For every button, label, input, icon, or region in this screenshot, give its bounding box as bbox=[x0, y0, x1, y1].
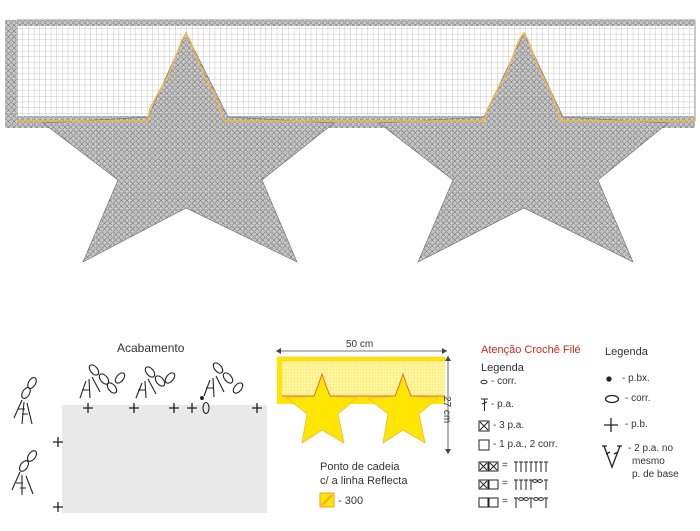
single-crochet-icon bbox=[604, 418, 618, 432]
filet-legend-item-3pa: - 3 p.a. bbox=[493, 420, 525, 431]
sample-left-border bbox=[277, 357, 282, 402]
filet-legend-item-corr: - corr. bbox=[491, 376, 517, 387]
equiv-sign-3: = bbox=[502, 496, 508, 507]
equiv-symbols-1 bbox=[514, 462, 548, 472]
double-crochet-icon bbox=[481, 399, 488, 411]
chain-note-code: - 300 bbox=[338, 495, 364, 507]
finishing-legend-item-pbx: - p.bx. bbox=[622, 373, 650, 384]
filled-block-icon bbox=[479, 421, 489, 431]
equiv-row-2 bbox=[479, 480, 498, 489]
width-label: 50 cm bbox=[346, 339, 374, 350]
left-filled-column bbox=[5, 20, 17, 121]
chain-stitch-icon bbox=[481, 380, 487, 383]
chain-note-line2: c/ a linha Reflecta bbox=[320, 475, 408, 487]
filet-chart bbox=[5, 20, 695, 262]
finishing-legend-item-corr: - corr. bbox=[625, 393, 651, 404]
mesh-grid-lines bbox=[17, 20, 695, 121]
finishing-title: Acabamento bbox=[117, 341, 185, 355]
equiv-sign-2: = bbox=[502, 478, 508, 489]
sample-net bbox=[277, 358, 445, 402]
slip-stitch-icon bbox=[607, 377, 611, 381]
chain-oval-icon bbox=[606, 396, 619, 403]
finishing-legend-icons bbox=[602, 377, 622, 467]
filet-legend-title: Legenda bbox=[481, 362, 524, 374]
sample-top-border bbox=[277, 357, 445, 361]
equiv-symbols-2 bbox=[514, 480, 548, 490]
equiv-row-1 bbox=[479, 462, 498, 471]
filet-attention: Atenção Crochê Filé bbox=[481, 344, 581, 356]
top-filled-row bbox=[5, 20, 695, 26]
equiv-symbols-3 bbox=[514, 498, 548, 508]
equiv-sign-1: = bbox=[502, 460, 508, 471]
height-label: 27 cm bbox=[441, 396, 452, 424]
finishing-sample-texture bbox=[62, 405, 267, 513]
filet-legend-item-mesh: - 1 p.a., 2 corr. bbox=[493, 439, 558, 450]
finishing-legend-cluster-line1: - 2 p.a. no bbox=[628, 443, 674, 454]
equiv-row-3 bbox=[479, 498, 498, 507]
dc-cluster-icon bbox=[602, 446, 622, 467]
finishing-legend-cluster-line2: mesmo bbox=[632, 456, 665, 467]
filet-legend-item-pa: - p.a. bbox=[491, 399, 514, 410]
finishing-legend-item-pb: - p.b. bbox=[625, 419, 648, 430]
chain-note-line1: Ponto de cadeia bbox=[320, 461, 400, 473]
finishing-diagram bbox=[12, 361, 267, 513]
open-mesh-icon bbox=[479, 440, 489, 450]
finishing-legend-cluster-line3: p. de base bbox=[632, 469, 679, 480]
finishing-legend-title: Legenda bbox=[605, 346, 648, 358]
